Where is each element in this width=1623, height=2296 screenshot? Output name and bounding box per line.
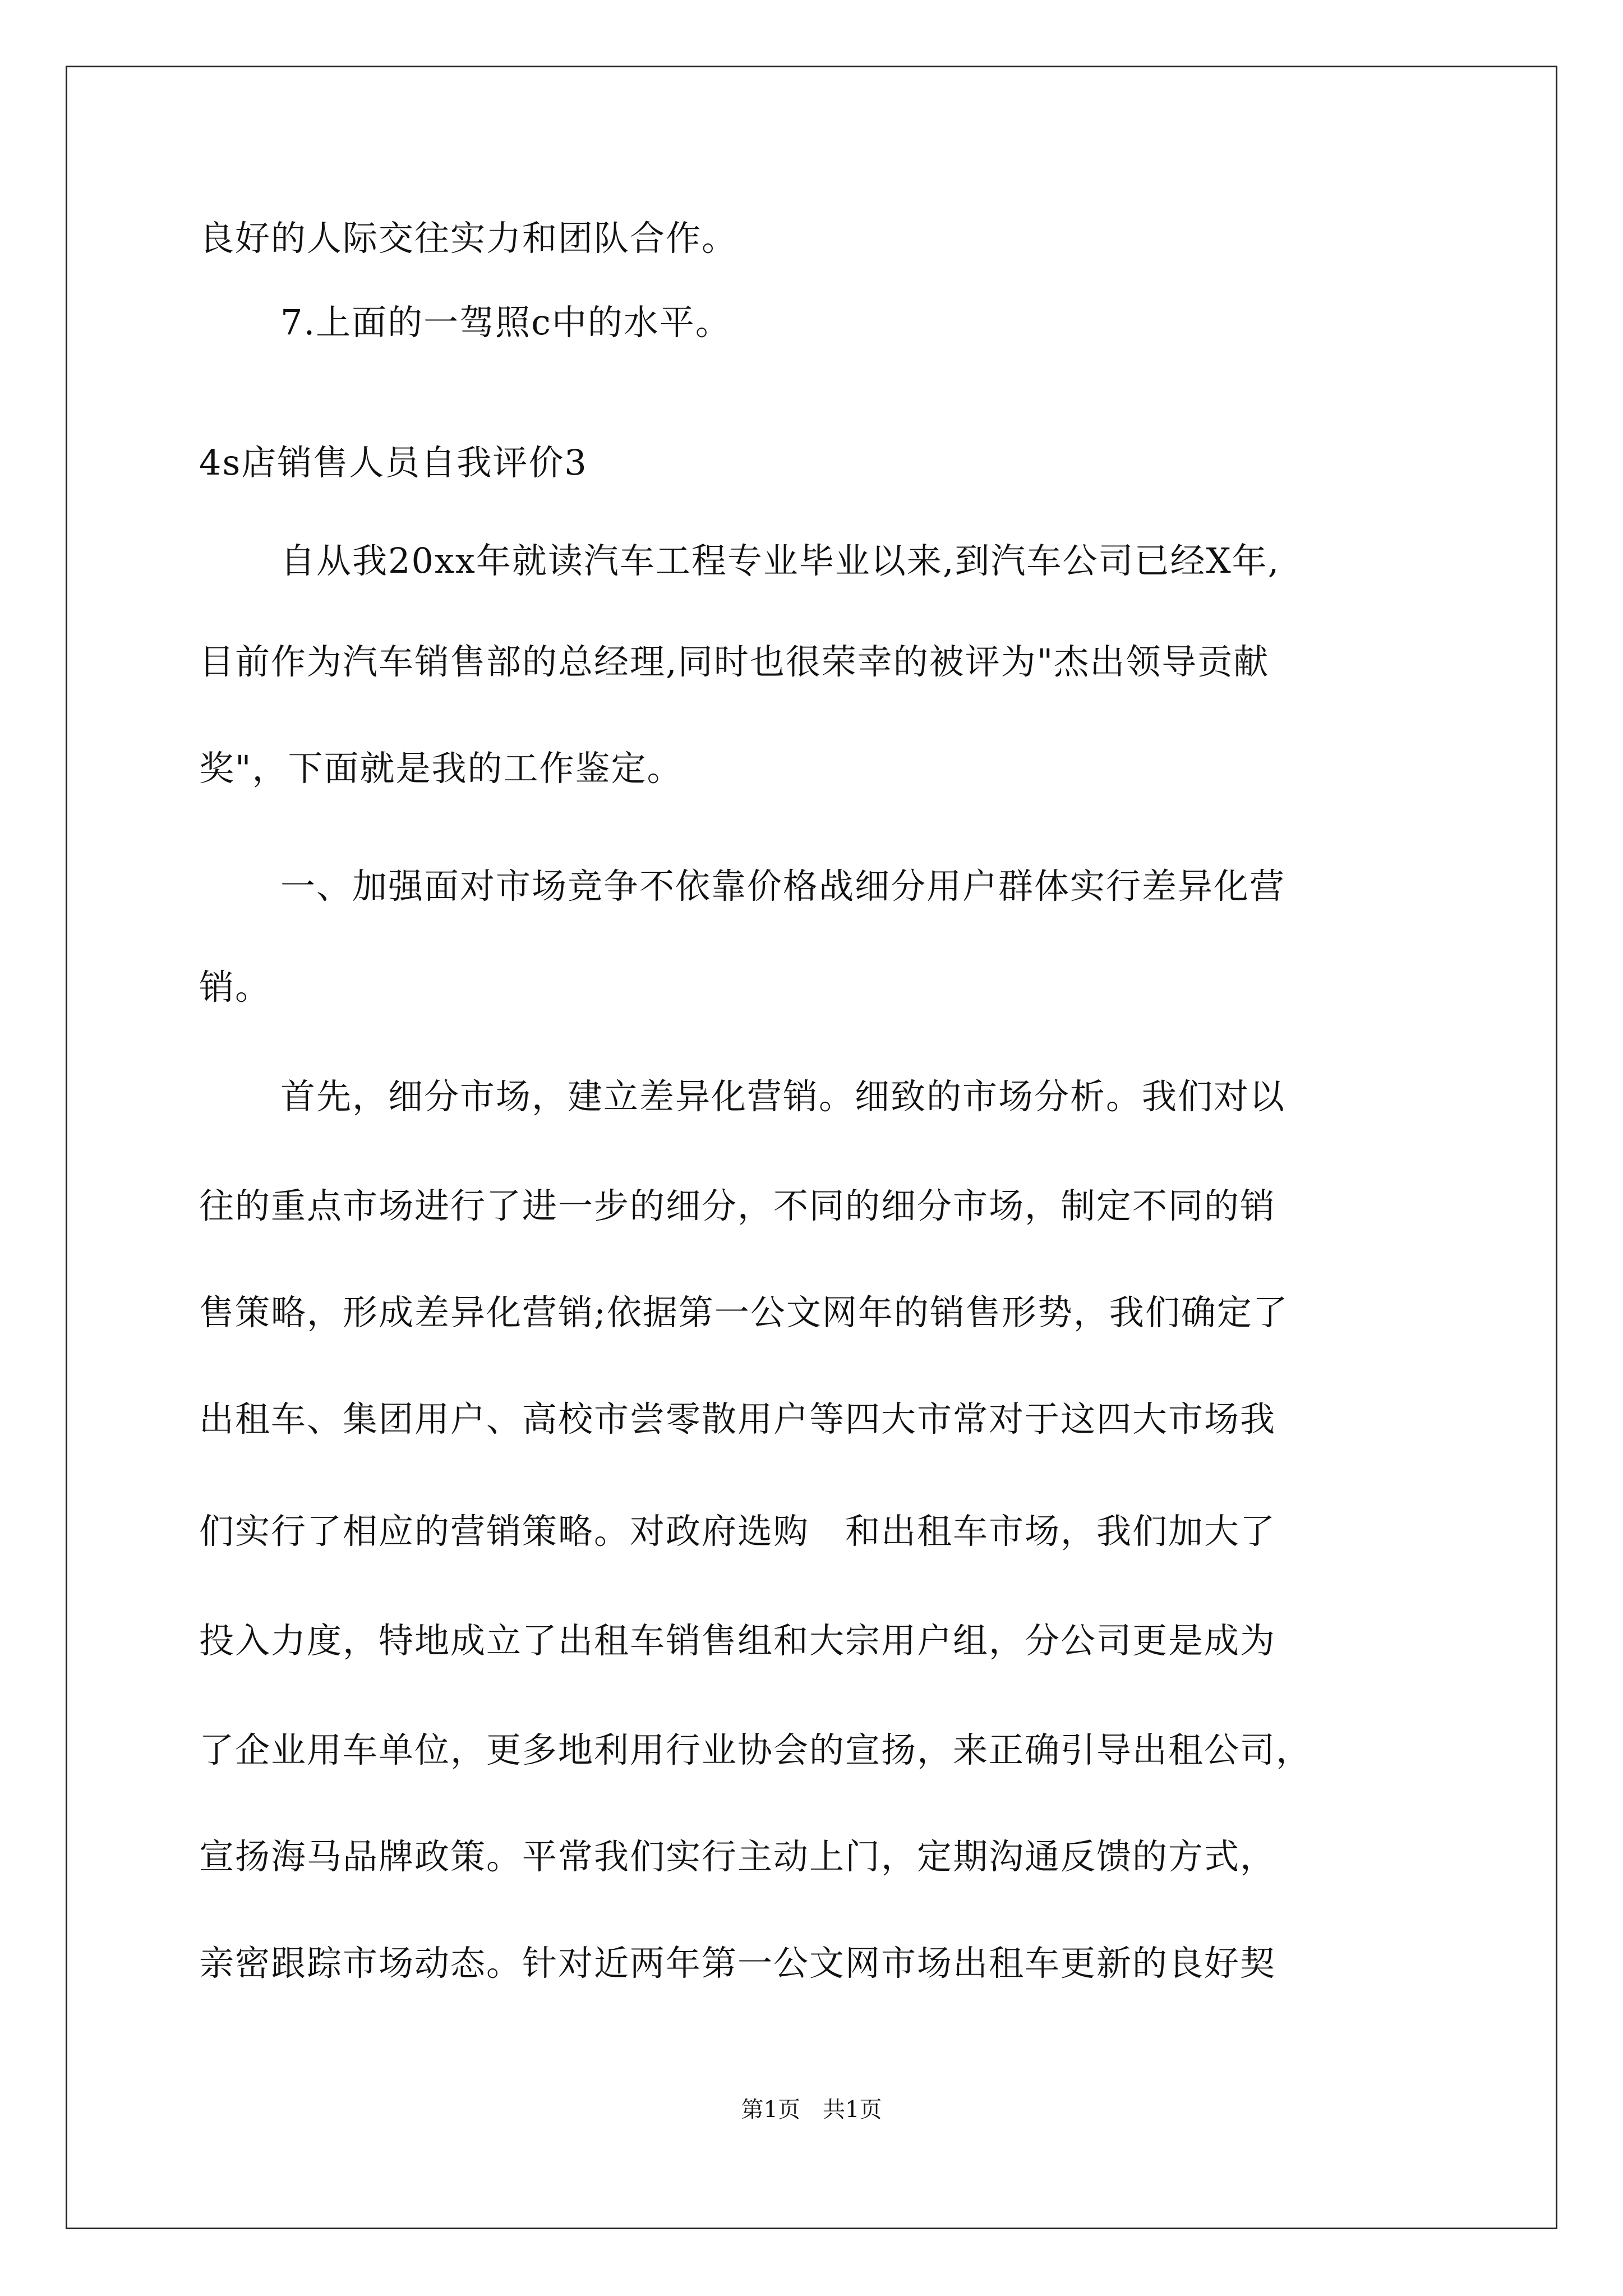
paragraph-1-line-1: 自从我20xx年就读汽车工程专业毕业以来,到汽车公司已经X年, — [280, 540, 1280, 581]
paragraph-3-line-4: 出租车、集团用户、高校市尝零散用户等四大市常对于这四大市场我 — [199, 1398, 1276, 1439]
paragraph-3-line-5: 们实行了相应的营销策略。对政府选购 和出租车市场，我们加大了 — [199, 1511, 1276, 1552]
paragraph-3-line-7: 了企业用车单位，更多地利用行业协会的宣扬，来正确引导出租公司， — [199, 1729, 1312, 1770]
paragraph-1-line-3: 奖"，下面就是我的工作鉴定。 — [199, 748, 683, 789]
paragraph-3-line-2: 往的重点市场进行了进一步的细分，不同的细分市场，制定不同的销 — [199, 1185, 1276, 1226]
paragraph-3-line-1: 首先，细分市场，建立差异化营销。细致的市场分析。我们对以 — [280, 1076, 1286, 1117]
text-line: 良好的人际交往实力和团队合作。 — [199, 218, 738, 259]
list-item-7: 7.上面的一驾照c中的水平。 — [280, 302, 731, 343]
paragraph-2-line-2: 销。 — [199, 967, 271, 1007]
section-heading: 4s店销售人员自我评价3 — [199, 442, 588, 483]
paragraph-3-line-6: 投入力度，特地成立了出租车销售组和大宗用户组，分公司更是成为 — [199, 1620, 1276, 1661]
paragraph-2-line-1: 一、加强面对市场竞争不依靠价格战细分用户群体实行差异化营 — [280, 866, 1286, 907]
paragraph-3-line-8: 宣扬海马品牌政策。平常我们实行主动上门，定期沟通反馈的方式， — [199, 1836, 1276, 1877]
paragraph-3-line-9: 亲密跟踪市场动态。针对近两年第一公文网市场出租车更新的良好契 — [199, 1943, 1276, 1984]
paragraph-3-line-3: 售策略，形成差异化营销;依据第一公文网年的销售形势，我们确定了 — [199, 1292, 1289, 1333]
page-border — [66, 66, 1557, 2229]
page-footer: 第1页 共1页 — [741, 2097, 882, 2123]
paragraph-1-line-2: 目前作为汽车销售部的总经理,同时也很荣幸的被评为"杰出领导贡献 — [199, 641, 1270, 682]
